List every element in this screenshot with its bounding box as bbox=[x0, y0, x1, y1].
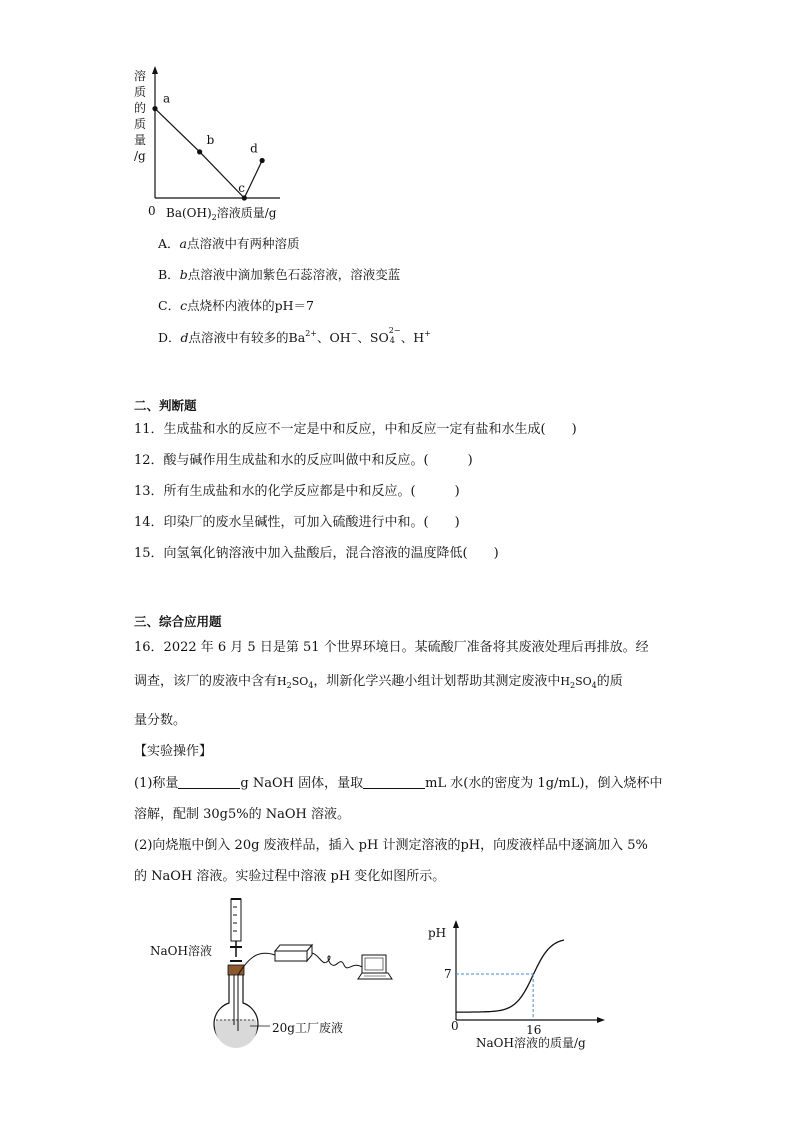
ion: H bbox=[413, 330, 425, 345]
ph-ylabel: pH bbox=[428, 926, 447, 940]
ylabel-char: 溶 bbox=[134, 69, 147, 83]
data-point-d bbox=[260, 158, 265, 163]
data-point-b bbox=[197, 149, 202, 154]
data-point-a bbox=[152, 106, 157, 111]
text-run: (1)称量 bbox=[134, 776, 179, 791]
point-label-c: c bbox=[238, 181, 246, 195]
option-c[interactable] bbox=[158, 296, 314, 314]
point-var: a bbox=[179, 236, 187, 251]
formula-h2so4 bbox=[277, 675, 313, 688]
option-letter: D． bbox=[158, 330, 181, 345]
judge-item: 14．印染厂的废水呈碱性，可加入硫酸进行中和。( ) bbox=[134, 515, 460, 530]
formula-sub: 4 bbox=[591, 681, 597, 690]
formula-sub: 2 bbox=[569, 681, 576, 690]
step2-line2: 的 NaOH 溶液。实验过程中溶液 pH 变化如图所示。 bbox=[134, 869, 446, 884]
ph-xlabel: NaOH溶液的质量/g bbox=[476, 1036, 586, 1050]
option-text: 点溶液中滴加紫色石蕊溶液，溶液变蓝 bbox=[187, 267, 401, 282]
formula-part: H bbox=[277, 675, 287, 688]
separator: 、 bbox=[357, 330, 370, 345]
ylabel-char: 量 bbox=[134, 133, 147, 147]
ph-curve-svg bbox=[420, 915, 620, 1040]
laptop-icon bbox=[358, 955, 392, 979]
ion-charge: + bbox=[424, 329, 431, 338]
formula-part: H bbox=[560, 675, 570, 688]
formula-sub: 2 bbox=[286, 681, 292, 690]
separator: 、 bbox=[400, 330, 414, 345]
option-letter: A． bbox=[158, 236, 180, 251]
ion-subscript: 4 bbox=[389, 336, 395, 345]
separator: 、 bbox=[316, 330, 330, 345]
ylabel-char: 的 bbox=[134, 101, 147, 115]
ion: OH bbox=[329, 330, 351, 345]
ph-meter bbox=[275, 945, 312, 961]
series-line-increasing bbox=[244, 161, 262, 198]
option-letter: B． bbox=[158, 267, 180, 282]
point-var: c bbox=[180, 298, 188, 313]
ion-charge: 2+ bbox=[305, 329, 317, 338]
y-axis-arrow bbox=[152, 66, 158, 74]
option-text: 点溶液中有较多的Ba bbox=[188, 330, 306, 345]
chart1-ylabel bbox=[134, 68, 146, 164]
q16-line3: 量分数。 bbox=[134, 713, 187, 728]
x-tick-label: 16 bbox=[526, 1023, 542, 1037]
text-run: ，圳新化学兴趣小组计划帮助其测定废液中 bbox=[313, 674, 561, 689]
text-run: 调查，该厂的废液中含有 bbox=[134, 674, 278, 689]
formula-sub: 4 bbox=[308, 681, 314, 690]
text-run: g NaOH 固体，量取 bbox=[240, 776, 364, 791]
section3-heading: 三、综合应用题 bbox=[134, 614, 222, 629]
waste-liquid-label: 20g工厂废液 bbox=[272, 1021, 343, 1035]
ph-curve-chart bbox=[420, 915, 620, 1040]
ion: SO bbox=[369, 330, 389, 345]
point-label-a: a bbox=[163, 91, 171, 106]
xlabel-part: Ba(OH) bbox=[166, 206, 212, 220]
naoh-solution-label: NaOH溶液 bbox=[150, 944, 212, 958]
step1-line2: 溶解，配制 30g5%的 NaOH 溶液。 bbox=[134, 807, 351, 822]
ylabel-char: 质 bbox=[134, 117, 147, 131]
point-var: d bbox=[180, 330, 189, 345]
point-var: b bbox=[179, 267, 188, 282]
data-point-c bbox=[242, 195, 247, 200]
formula-part: SO bbox=[575, 675, 592, 688]
burette bbox=[230, 899, 242, 957]
exp-heading: 【实验操作】 bbox=[134, 744, 213, 759]
option-text: 点溶液中有两种溶质 bbox=[186, 236, 300, 251]
point-label-b: b bbox=[206, 132, 215, 147]
formula-h2so4 bbox=[560, 675, 596, 688]
option-letter: C． bbox=[158, 298, 181, 313]
xlabel-sub: 2 bbox=[211, 213, 217, 222]
point-label-d: d bbox=[250, 141, 258, 156]
text-run: 的质 bbox=[596, 674, 623, 689]
q16-line1: 16．2022 年 6 月 5 日是第 51 个世界环境日。某硫酸厂准备将其废液处理后再排放。经 bbox=[134, 640, 649, 655]
q16-line2 bbox=[134, 672, 623, 696]
ylabel-char: /g bbox=[134, 149, 146, 163]
y-tick-label: 7 bbox=[444, 967, 452, 981]
section2-heading: 二、判断题 bbox=[134, 398, 197, 413]
option-b[interactable] bbox=[158, 265, 400, 283]
formula-part: SO bbox=[291, 675, 309, 688]
solute-mass-chart bbox=[130, 64, 310, 224]
ion-charge: − bbox=[350, 329, 358, 338]
step2-line1: (2)向烧瓶中倒入 20g 废液样品，插入 pH 计测定溶液的pH，向废液样品中逐滴加入 5% bbox=[134, 838, 648, 853]
answer-blank-mass[interactable] bbox=[178, 774, 240, 789]
ph-origin: 0 bbox=[451, 1019, 459, 1033]
judge-item: 13．所有生成盐和水的化学反应都是中和反应。( ) bbox=[134, 484, 460, 499]
ion-charge: 2− bbox=[388, 326, 401, 335]
option-a[interactable] bbox=[158, 234, 300, 252]
option-text: 点烧杯内液体的pH＝7 bbox=[187, 298, 314, 313]
text-run: mL 水(水的密度为 1g/mL)，倒入烧杯中 bbox=[425, 776, 663, 791]
judge-item: 12．酸与碱作用生成盐和水的反应叫做中和反应。( ) bbox=[134, 453, 473, 468]
solute-mass-chart-svg bbox=[130, 64, 310, 224]
chart1-xlabel bbox=[166, 204, 276, 222]
ph-curve-line bbox=[456, 940, 564, 1012]
x-axis-arrow bbox=[597, 1017, 605, 1023]
judge-item: 11．生成盐和水的反应不一定是中和反应，中和反应一定有盐和水生成( ) bbox=[134, 422, 577, 437]
y-axis-arrow bbox=[453, 920, 459, 928]
answer-blank-volume[interactable] bbox=[363, 774, 425, 789]
ylabel-char: 质 bbox=[134, 85, 147, 99]
round-flask bbox=[214, 975, 258, 1048]
judge-item: 15．向氢氧化钠溶液中加入盐酸后，混合溶液的温度降低( ) bbox=[134, 546, 499, 561]
step1-line1 bbox=[134, 774, 662, 794]
xlabel-part: 溶液质量/g bbox=[216, 206, 277, 220]
chart1-origin: 0 bbox=[148, 204, 156, 218]
option-d[interactable] bbox=[158, 328, 431, 346]
